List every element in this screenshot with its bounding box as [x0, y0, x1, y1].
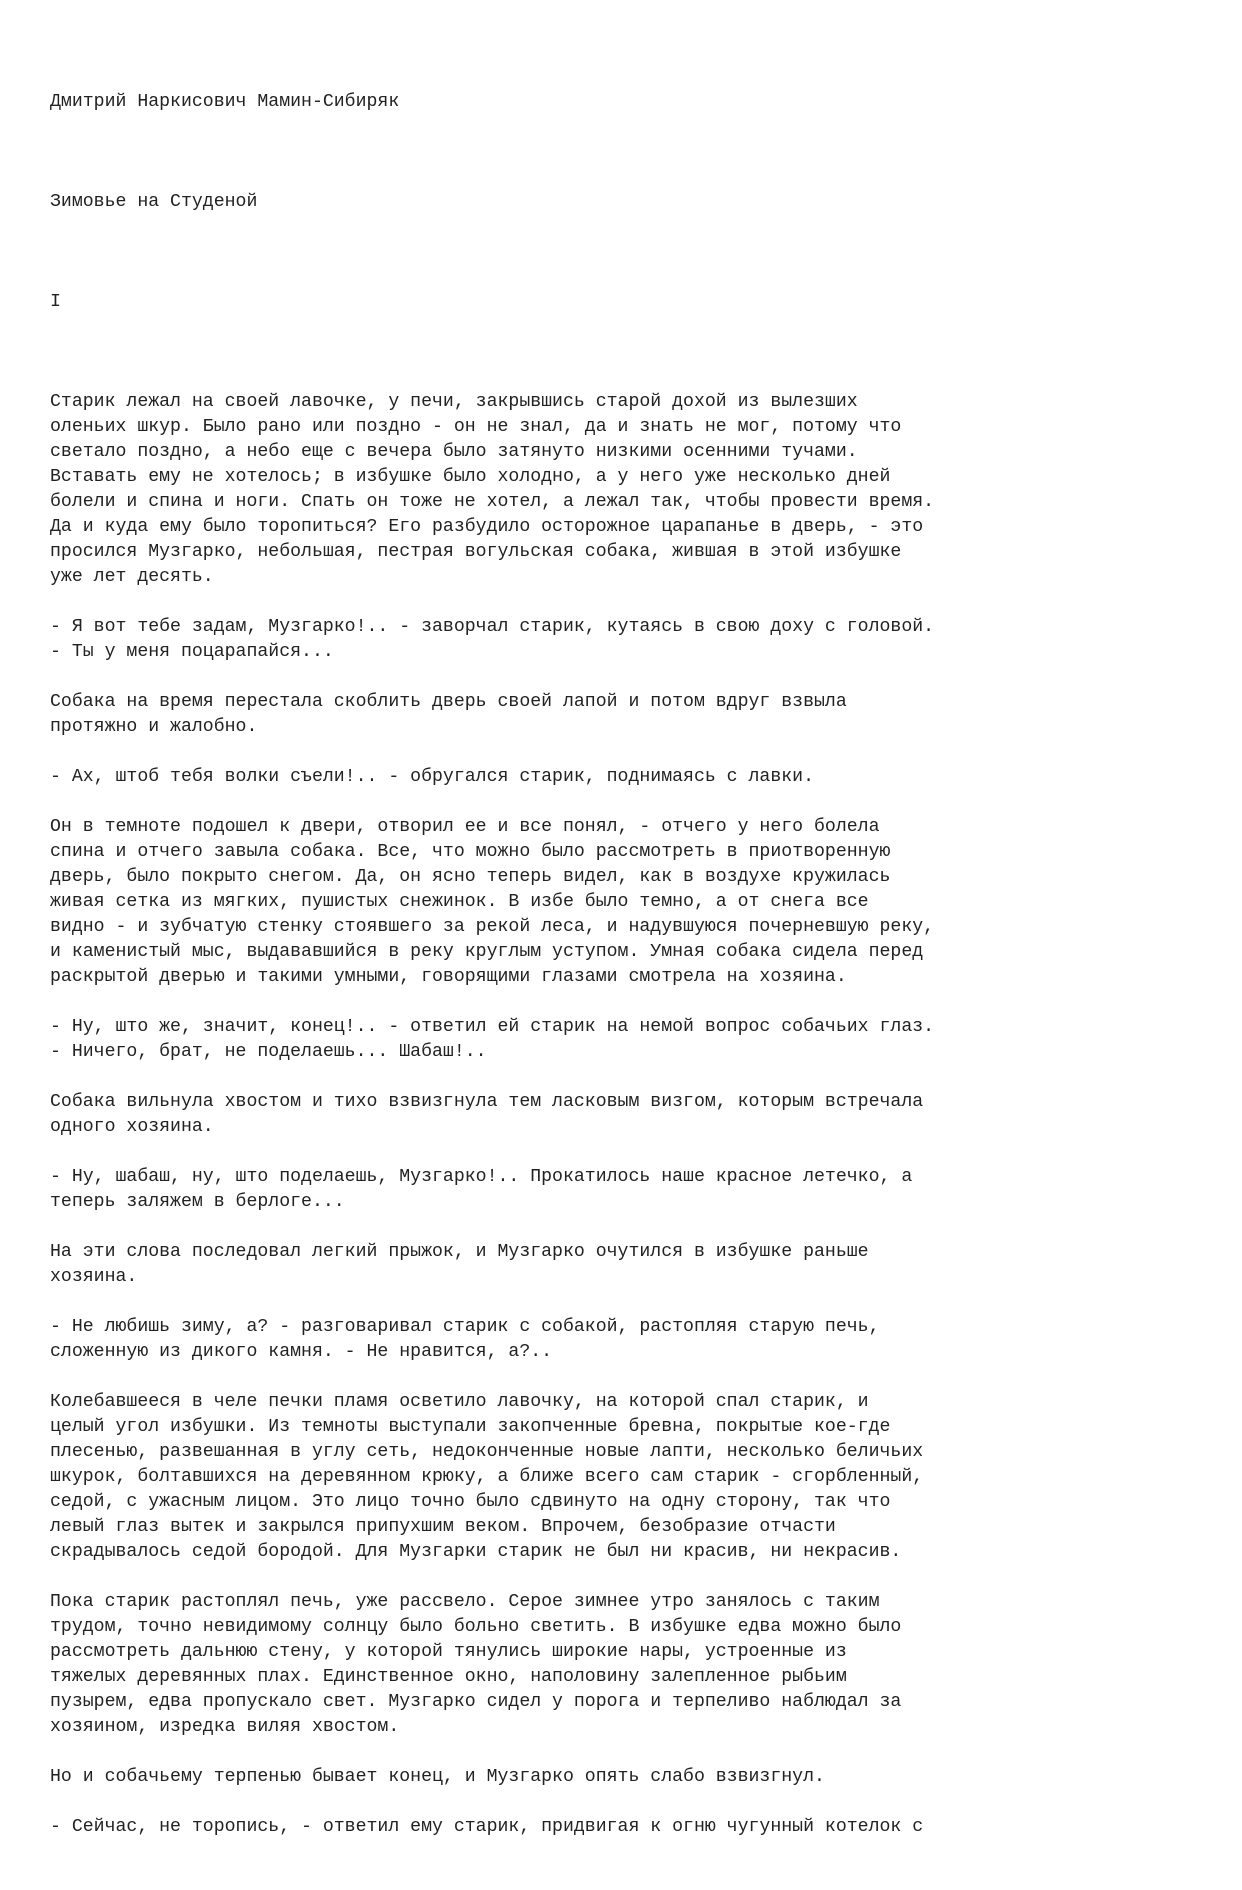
text-line: светало поздно, а небо еще с вечера было затянуто низкими осенними тучами. [50, 442, 858, 462]
text-line: Да и куда ему было торопиться? Его разбудило осторожное царапанье в дверь, - это [50, 517, 924, 537]
text-line: оленьих шкур. Было рано или поздно - он не знал, да и знать не мог, потому что [50, 417, 902, 437]
paragraph [50, 815, 1200, 990]
text-line: живая сетка из мягких, пушистых снежинок. В избе было темно, а от снега все [50, 892, 869, 912]
text-line: плесенью, развешанная в углу сеть, недоконченные новые лапти, несколько беличьих [50, 1442, 924, 1462]
text-line: скрадывалось седой бородой. Для Музгарки старик не был ни красив, ни некрасив. [50, 1542, 902, 1562]
text-line: Но и собачьему терпенью бывает конец, и Музгарко опять слабо взвизгнул. [50, 1767, 825, 1787]
text-line: Вставать ему не хотелось; в избушке было холодно, а у него уже несколько дней [50, 467, 891, 487]
text-line: просился Музгарко, небольшая, пестрая вогульская собака, жившая в этой избушке [50, 542, 902, 562]
text-line: пузырем, едва пропускало свет. Музгарко сидел у порога и терпеливо наблюдал за [50, 1692, 902, 1712]
text-line: болели и спина и ноги. Спать он тоже не хотел, а лежал так, чтобы провести время. [50, 492, 935, 512]
text-line: Старик лежал на своей лавочке, у печи, закрывшись старой дохой из вылезших [50, 392, 858, 412]
text-line: и каменистый мыс, выдававшийся в реку круглым уступом. Умная собака сидела перед [50, 942, 924, 962]
paragraph [50, 1815, 1200, 1840]
text-line: уже лет десять. [50, 567, 214, 587]
text-line: рассмотреть дальнюю стену, у которой тянулись широкие нары, устроенные из [50, 1642, 847, 1662]
text-line: - Ну, шабаш, ну, што поделаешь, Музгарко!.. Прокатилось наше красное летечко, а [50, 1167, 913, 1187]
paragraph [50, 1390, 1200, 1565]
text-line: - Ах, штоб тебя волки съели!.. - обругался старик, поднимаясь с лавки. [50, 767, 814, 787]
text-line: Пока старик растоплял печь, уже рассвело. Серое зимнее утро занялось с таким [50, 1592, 880, 1612]
text-line: хозяином, изредка виляя хвостом. [50, 1717, 400, 1737]
text-line: Собака вильнула хвостом и тихо взвизгнула тем ласковым визгом, которым встречала [50, 1092, 924, 1112]
text-line: - Сейчас, не торопись, - ответил ему старик, придвигая к огню чугунный котелок с [50, 1817, 924, 1837]
paragraph [50, 765, 1200, 790]
text-line: целый угол избушки. Из темноты выступали закопченные бревна, покрытые кое-где [50, 1417, 891, 1437]
text-line: Он в темноте подошел к двери, отворил ее и все понял, - отчего у него болела [50, 817, 880, 837]
text-line: - Ты у меня поцарапайся... [50, 642, 334, 662]
body-text [50, 390, 1200, 1840]
paragraph [50, 1165, 1200, 1215]
paragraph [50, 615, 1200, 665]
text-line: дверь, было покрыто снегом. Да, он ясно теперь видел, как в воздухе кружилась [50, 867, 891, 887]
text-line: Колебавшееся в челе печки пламя осветило лавочку, на которой спал старик, и [50, 1392, 869, 1412]
text-line: левый глаз вытек и закрылся припухшим веком. Впрочем, безобразие отчасти [50, 1517, 836, 1537]
text-line: сложенную из дикого камня. - Не нравится, а?.. [50, 1342, 553, 1362]
paragraph [50, 1090, 1200, 1140]
text-line: седой, с ужасным лицом. Это лицо точно было сдвинуто на одну сторону, так что [50, 1492, 891, 1512]
paragraph [50, 690, 1200, 740]
text-line: Собака на время перестала скоблить дверь своей лапой и потом вдруг взвыла [50, 692, 847, 712]
paragraph [50, 1015, 1200, 1065]
text-line: раскрытой дверью и такими умными, говорящими глазами смотрела на хозяина. [50, 967, 847, 987]
text-line: - Ничего, брат, не поделаешь... Шабаш!.. [50, 1042, 487, 1062]
chapter-heading: I [50, 292, 61, 312]
text-line: теперь заляжем в берлоге... [50, 1192, 345, 1212]
paragraph [50, 1765, 1200, 1790]
document-text [50, 40, 1200, 1890]
author-line: Дмитрий Наркисович Мамин-Сибиряк [50, 92, 400, 112]
text-line: - Не любишь зиму, а? - разговаривал старик с собакой, растопляя старую печь, [50, 1317, 880, 1337]
title-line: Зимовье на Студеной [50, 192, 258, 212]
paragraph [50, 1590, 1200, 1740]
text-line: хозяина. [50, 1267, 138, 1287]
paragraph [50, 1315, 1200, 1365]
text-line: - Ну, што же, значит, конец!.. - ответил ей старик на немой вопрос собачьих глаз. [50, 1017, 935, 1037]
text-line: спина и отчего завыла собака. Все, что можно было рассмотреть в приотворенную [50, 842, 891, 862]
paragraph [50, 390, 1200, 590]
text-line: видно - и зубчатую стенку стоявшего за рекой леса, и надувшуюся почерневшую реку, [50, 917, 935, 937]
text-line: - Я вот тебе задам, Музгарко!.. - заворчал старик, кутаясь в свою доху с головой. [50, 617, 935, 637]
text-line: одного хозяина. [50, 1117, 214, 1137]
paragraph [50, 1240, 1200, 1290]
text-line: На эти слова последовал легкий прыжок, и Музгарко очутился в избушке раньше [50, 1242, 869, 1262]
text-line: трудом, точно невидимому солнцу было больно светить. В избушке едва можно было [50, 1617, 902, 1637]
text-line: тяжелых деревянных плах. Единственное окно, наполовину залепленное рыбьим [50, 1667, 847, 1687]
text-line: шкурок, болтавшихся на деревянном крюку, а ближе всего сам старик - сгорбленный, [50, 1467, 924, 1487]
text-line: протяжно и жалобно. [50, 717, 258, 737]
